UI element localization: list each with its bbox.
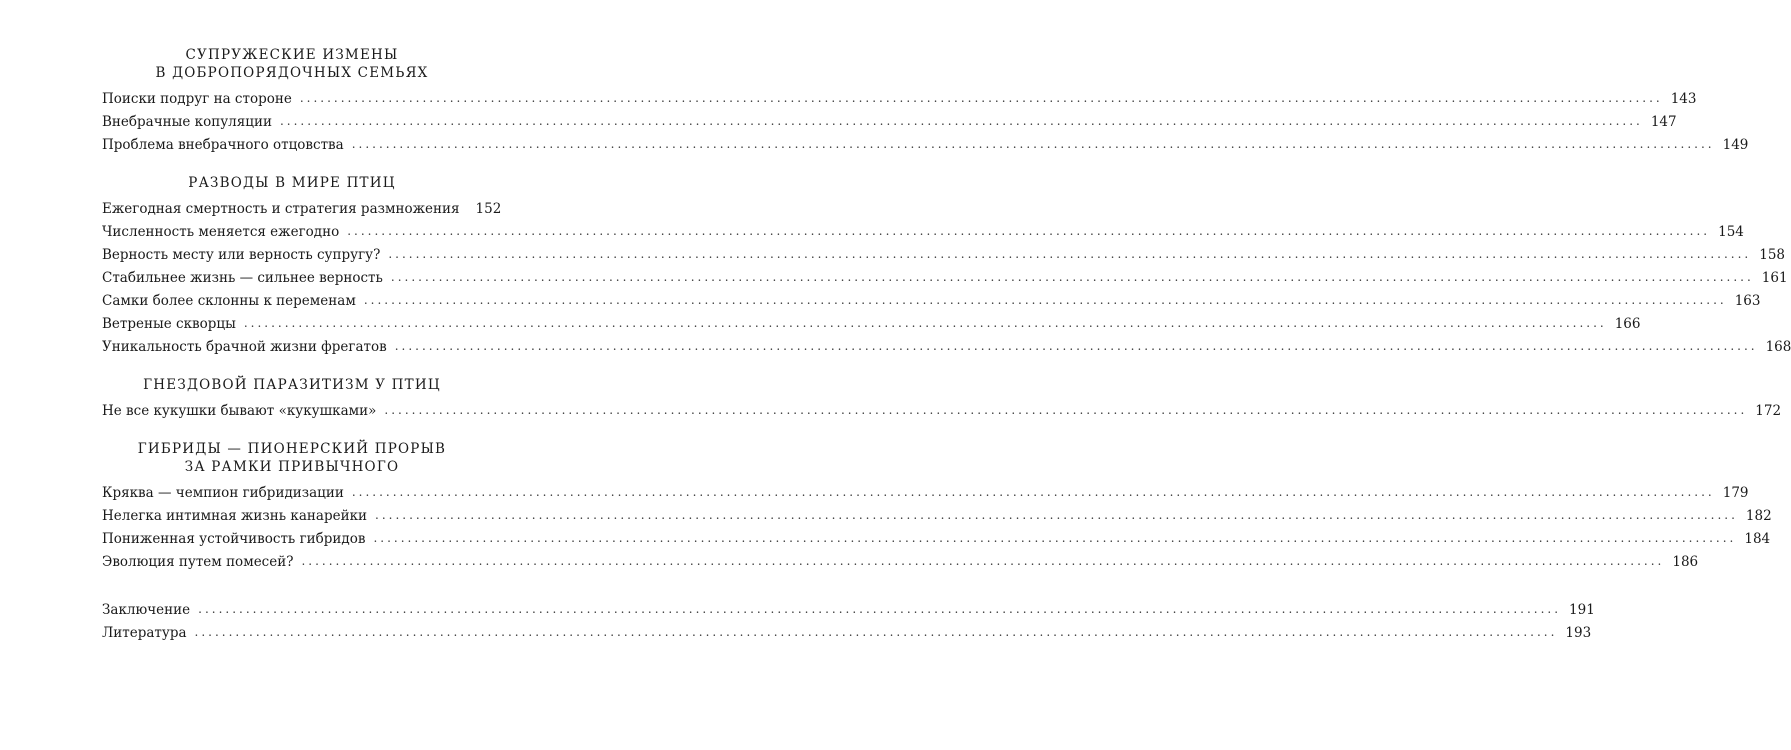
toc-entry (102, 313, 1641, 336)
toc-entry (102, 267, 1788, 290)
dot-leader: ........................................................................................................................................................................................................ (299, 91, 1663, 105)
entry-title: Проблема внебрачного отцовства (102, 137, 344, 153)
entry-page-number: 193 (1565, 625, 1592, 641)
dot-leader: ........................................................................................................................................................................................................ (301, 554, 1665, 568)
toc-section-infidelity (102, 46, 1749, 157)
toc-entry (102, 198, 502, 221)
entry-title: Ветреные скворцы (102, 316, 236, 332)
toc-entry (102, 400, 1782, 423)
toc-section-divorces (102, 174, 1791, 359)
toc-entry (102, 221, 1744, 244)
entry-page-number: 179 (1722, 485, 1749, 501)
entry-page-number: 161 (1761, 270, 1788, 286)
entry-page-number: 152 (475, 201, 502, 217)
dot-leader: ........................................................................................................................................................................................................ (394, 339, 1758, 353)
entry-page-number: 172 (1755, 403, 1782, 419)
dot-leader: ........................................................................................................................................................................................................ (243, 316, 1607, 330)
entry-page-number: 147 (1650, 114, 1677, 130)
entry-page-number: 154 (1718, 224, 1744, 240)
toc-entry (102, 111, 1677, 134)
entry-title: Поиски подруг на стороне (102, 91, 292, 107)
entry-page-number: 186 (1672, 554, 1699, 570)
table-of-contents (102, 46, 1791, 662)
entry-page-number: 168 (1765, 339, 1791, 355)
entry-page-number: 166 (1614, 316, 1641, 332)
entry-page-number: 184 (1744, 531, 1771, 547)
toc-entry (102, 88, 1697, 111)
entry-title: Самки более склонны к переменам (102, 293, 356, 309)
dot-leader: ........................................................................................................................................................................................................ (390, 270, 1754, 284)
entry-title: Нелегка интимная жизнь канарейки (102, 508, 368, 524)
entry-page-number: 158 (1759, 247, 1786, 263)
dot-leader: ........................................................................................................................................................................................................ (373, 531, 1737, 545)
section-heading-line: СУПРУЖЕСКИЕ ИЗМЕНЫ (185, 47, 399, 63)
toc-entry (102, 551, 1699, 574)
toc-entry (102, 622, 1592, 645)
dot-leader: ........................................................................................................................................................................................................ (388, 247, 1752, 261)
toc-entry (102, 505, 1772, 528)
section-heading (102, 440, 482, 476)
entry-title: Заключение (102, 602, 191, 618)
toc-entry (102, 244, 1786, 267)
entry-title: Литература (102, 625, 187, 641)
toc-entry (102, 482, 1749, 505)
section-heading-line: ГИБРИДЫ — ПИОНЕРСКИЙ ПРОРЫВ (137, 441, 447, 457)
section-heading-line: РАЗВОДЫ В МИРЕ ПТИЦ (188, 175, 396, 191)
entry-title: Верность месту или верность супругу? (102, 247, 381, 263)
toc-entry (102, 528, 1771, 551)
section-heading (102, 376, 482, 394)
dot-leader: ........................................................................................................................................................................................................ (351, 485, 1715, 499)
dot-leader: ........................................................................................................................................................................................................ (198, 602, 1562, 616)
entry-page-number: 191 (1569, 602, 1595, 618)
section-heading-line: В ДОБРОПОРЯДОЧНЫХ СЕМЬЯХ (155, 65, 429, 81)
section-heading (102, 174, 482, 192)
section-heading-line: ГНЕЗДОВОЙ ПАРАЗИТИЗМ У ПТИЦ (143, 377, 441, 393)
entry-title: Пониженная устойчивость гибридов (102, 531, 366, 547)
entry-page-number: 143 (1670, 91, 1697, 107)
entry-title: Эволюция путем помесей? (102, 554, 294, 570)
entry-title: Стабильнее жизнь — сильнее верность (102, 270, 383, 286)
entry-title: Уникальность брачной жизни фрегатов (102, 339, 387, 355)
dot-leader: ........................................................................................................................................................................................................ (363, 293, 1727, 307)
entry-title: Ежегодная смертность и стратегия размножения (102, 201, 460, 217)
dot-leader: ........................................................................................................................................................................................................ (194, 625, 1558, 639)
section-heading (102, 46, 482, 82)
toc-entry (102, 290, 1761, 313)
dot-leader: ........................................................................................................................................................................................................ (375, 508, 1738, 522)
toc-section-hybrids (102, 440, 1772, 574)
dot-leader: ........................................................................................................................................................................................................ (384, 403, 1748, 417)
toc-entry (102, 134, 1749, 157)
dot-leader: ........................................................................................................................................................................................................ (279, 114, 1643, 128)
dot-leader: ........................................................................................................................................................................................................ (347, 224, 1711, 238)
toc-entry (102, 599, 1595, 622)
toc-entry (102, 336, 1791, 359)
entry-title: Внебрачные копуляции (102, 114, 272, 130)
section-heading-line: ЗА РАМКИ ПРИВЫЧНОГО (184, 459, 400, 475)
entry-page-number: 163 (1734, 293, 1761, 309)
entry-title: Численность меняется ежегодно (102, 224, 340, 240)
toc-back-matter (102, 599, 1595, 645)
entry-page-number: 182 (1745, 508, 1772, 524)
entry-page-number: 149 (1722, 137, 1749, 153)
entry-title: Не все кукушки бывают «кукушками» (102, 403, 377, 419)
toc-section-brood-parasitism (102, 376, 1782, 423)
dot-leader: ........................................................................................................................................................................................................ (351, 137, 1715, 151)
entry-title: Кряква — чемпион гибридизации (102, 485, 344, 501)
